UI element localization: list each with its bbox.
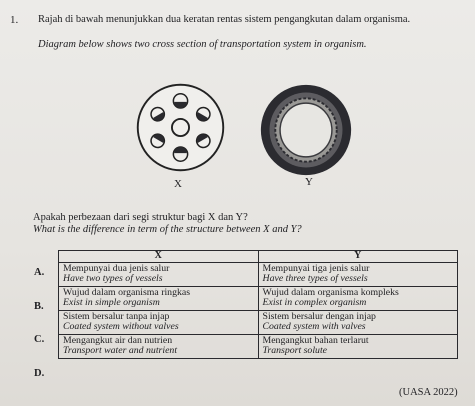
option-letter-a[interactable]: A. xyxy=(34,267,45,278)
diagram-y-vessel-cross-section xyxy=(258,80,354,180)
option-a-y: Mempunyai tiga jenis salur Have three types of vessels xyxy=(258,262,458,286)
option-row-a[interactable] xyxy=(59,262,458,286)
option-b-x: Wujud dalam organisma ringkas Exist in simple organism xyxy=(59,286,259,310)
option-row-c[interactable] xyxy=(59,310,458,334)
option-b-y: Wujud dalam organisma kompleks Exist in complex organism xyxy=(258,286,458,310)
option-c-x: Sistem bersalur tanpa injap Coated system without valves xyxy=(59,310,259,334)
header-x: X xyxy=(59,251,259,263)
question-number: 1. xyxy=(10,14,19,26)
option-row-d[interactable] xyxy=(59,334,458,358)
diagram-y-label: Y xyxy=(305,176,313,188)
option-row-b[interactable] xyxy=(59,286,458,310)
option-letter-c[interactable]: C. xyxy=(34,334,45,345)
option-d-x: Mengangkut air dan nutrien Transport water and nutrient xyxy=(59,334,259,358)
option-d-y: Mengangkut bahan terlarut Transport solute xyxy=(258,334,458,358)
exam-source-label: (UASA 2022) xyxy=(399,387,458,398)
diagram-x-label: X xyxy=(174,178,182,190)
option-c-y: Sistem bersalur dengan injap Coated system with valves xyxy=(258,310,458,334)
diagram-x-stem-cross-section xyxy=(133,80,228,175)
options-table xyxy=(58,250,458,359)
question-prompt-english: What is the difference in term of the structure between X and Y? xyxy=(33,224,302,235)
header-y: Y xyxy=(258,251,458,263)
option-letter-b[interactable]: B. xyxy=(34,301,44,312)
question-stem-english: Diagram below shows two cross section of transportation system in organism. xyxy=(38,39,367,50)
option-a-x: Mempunyai dua jenis salur Have two types of vessels xyxy=(59,262,259,286)
question-prompt-malay: Apakah perbezaan dari segi struktur bagi X dan Y? xyxy=(33,212,248,223)
option-letter-d[interactable]: D. xyxy=(34,368,45,379)
question-stem-malay: Rajah di bawah menunjukkan dua keratan rentas sistem pengangkutan dalam organisma. xyxy=(38,14,411,25)
